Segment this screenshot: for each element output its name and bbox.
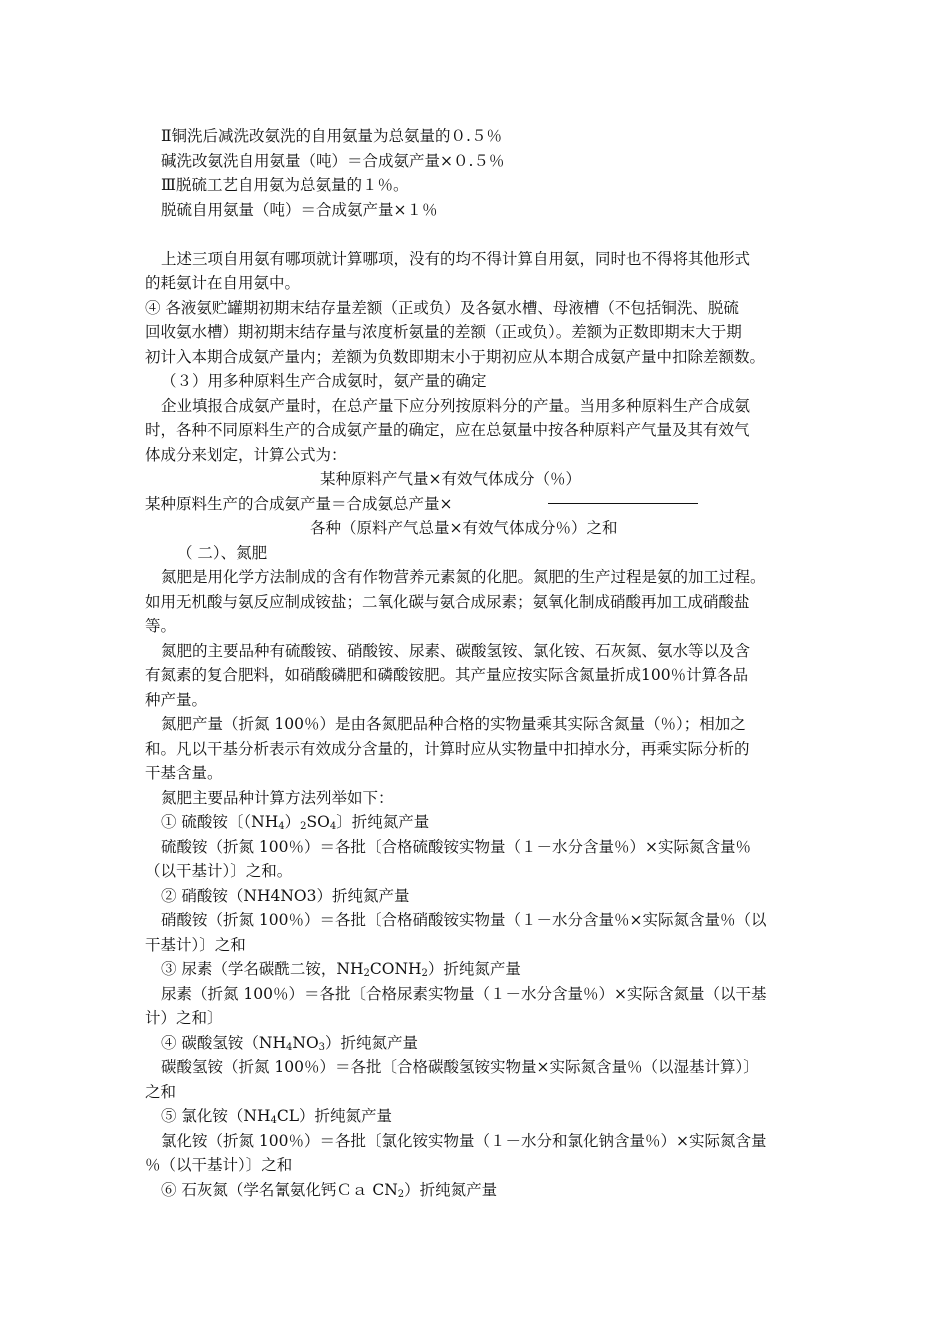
subscript: 2 [421, 968, 428, 979]
item-text: ① 硫酸铵〔（NH [161, 813, 279, 831]
text-line: 氮肥主要品种计算方法列举如下： [161, 788, 394, 807]
formula-lhs: 某种原料生产的合成氨产量＝合成氨总产量× [145, 494, 453, 513]
subscript: 4 [286, 1041, 293, 1053]
list-item [145, 810, 810, 835]
text-line: 碳酸氢铵（折氮 100％）＝各批〔合格碳酸氢铵实物量×实际氮含量％（以湿基计算）〕 [161, 1058, 759, 1076]
text-line: 如用无机酸与氨反应制成铵盐；二氧化碳与氨合成尿素；氨氧化制成硝酸再加工成硝酸盐 [145, 592, 750, 611]
text-line: ％（以干基计）〕之和 [145, 1156, 293, 1174]
text-line: 的耗氨计在自用氨中。 [145, 274, 301, 292]
text-line: 之和 [145, 1082, 177, 1101]
text-line: 等。 [145, 617, 177, 635]
text-line: 体成分来划定，计算公式为： [145, 445, 347, 464]
text-line: 氮肥产量（折氮 100％）是由各氮肥品种合格的实物量乘其实际含氮量（％）；相加之 [161, 715, 746, 733]
item-text: CL）折纯氮产量 [276, 1107, 393, 1125]
item-text: SO [306, 813, 330, 831]
paragraph-gap [145, 222, 810, 247]
subscript: 2 [363, 968, 370, 979]
text-line: 氮肥是用化学方法制成的含有作物营养元素氮的化肥。氮肥的生产过程是氨的加工过程。 [161, 568, 766, 586]
formula-denominator: 各种（原料产气总量×有效气体成分％）之和 [310, 519, 618, 537]
subscript: 2 [397, 1188, 405, 1200]
text-line: 初计入本期合成氨产量内；差额为负数即期末小于期初应从本期合成氨产量中扣除差额数。 [145, 347, 766, 366]
item-text: ⑥ 石灰氮（学名氰氨化钙Ｃａ CN [161, 1180, 398, 1199]
section-heading: （３）用多种原料生产合成氨时，氨产量的确定 [161, 372, 487, 390]
item-text: ④ 碳酸氢铵（NH [161, 1033, 287, 1052]
text-line: ④ 各液氨贮罐期初期末结存量差额（正或负）及各氨水槽、母液槽（不包括铜洗、脱硫 [145, 298, 739, 317]
list-item [145, 1104, 810, 1129]
list-item: ② 硝酸铵（NH4NO3）折纯氮产量 [161, 886, 410, 905]
text-line: Ⅲ脱硫工艺自用氨为总氨量的１％。 [161, 176, 409, 194]
text-line: 脱硫自用氨量（吨）＝合成氨产量×１％ [161, 200, 438, 219]
item-text: ） [284, 813, 301, 831]
text-line: 碱洗改氨洗自用氨量（吨）＝合成氨产量×０.５％ [161, 151, 505, 170]
text-line: 氮肥的主要品种有硫酸铵、硝酸铵、尿素、碳酸氢铵、氯化铵、石灰氮、氨水等以及含 [161, 641, 751, 660]
fraction-formula [145, 467, 810, 541]
item-text: ）折纯氮产量 [325, 1033, 419, 1052]
text-line: 回收氨水槽）期初期末结存量与浓度析氨量的差额（正或负）。差额为正数即期末大于期 [145, 323, 742, 341]
text-line: 硫酸铵（折氮 100％）＝各批〔合格硫酸铵实物量（１－水分含量％）×实际氮含量％ [161, 837, 752, 856]
subscript: 3 [318, 1041, 326, 1053]
subscript: 4 [278, 821, 285, 832]
fraction-bar [548, 503, 698, 504]
item-text: ）折纯氮产量 [427, 960, 521, 978]
list-item [145, 1178, 810, 1203]
subscript: 4 [329, 821, 337, 832]
text-line: 种产量。 [145, 690, 208, 709]
text-line: 上述三项自用氨有哪项就计算哪项，没有的均不得计算自用氨，同时也不得将其他形式 [161, 249, 751, 268]
subscript: 2 [300, 821, 307, 832]
text-line: 氯化铵（折氮 100％）＝各批〔氯化铵实物量（１－水分和氯化钠含量％）×实际氮含量 [161, 1131, 767, 1150]
text-line: 有氮素的复合肥料，如硝酸磷肥和磷酸铵肥。其产量应按实际含氮量折成100％计算各品 [145, 666, 749, 684]
item-text: ）折纯氮产量 [404, 1180, 498, 1199]
text-line: 干基计）〕之和 [145, 935, 246, 954]
text-line: 时，各种不同原料生产的合成氨产量的确定，应在总氨量中按各种原料产气量及其有效气 [145, 421, 750, 439]
text-line: 尿素（折氮 100％）＝各批〔合格尿素实物量（１－水分含量％）×实际含氮量（以干基 [161, 984, 767, 1003]
document-body [145, 124, 810, 1202]
item-text: ⑤ 氯化铵（NH [161, 1107, 271, 1125]
text-line: 计）之和〕 [145, 1009, 223, 1027]
text-line: 和。凡以干基分析表示有效成分含量的，计算时应从实物量中扣掉水分，再乘实际分析的 [145, 739, 750, 758]
list-item [145, 1031, 810, 1056]
text-line: Ⅱ铜洗后减洗改氨洗的自用氨量为总氨量的０.５％ [161, 127, 502, 145]
text-line: 硝酸铵（折氮 100％）＝各批〔合格硝酸铵实物量（１－水分含量％×实际氮含量％（以 [161, 911, 767, 929]
item-text: ③ 尿素（学名碳酰二铵，NH [161, 960, 364, 978]
list-item [145, 957, 810, 982]
subscript: 4 [270, 1115, 277, 1126]
text-line: 干基含量。 [145, 764, 223, 782]
formula-numerator: 某种原料产气量×有效气体成分（％） [320, 470, 581, 488]
text-line: （以干基计）〕之和。 [145, 862, 293, 880]
item-text: NO [292, 1033, 319, 1052]
item-text: CONH [369, 960, 422, 978]
item-text: 〕折纯氮产量 [336, 813, 430, 831]
text-line: 企业填报合成氨产量时，在总产量下应分列按原料分的产量。当用多种原料生产合成氨 [161, 396, 751, 415]
section-heading: （ 二）、氮肥 [177, 543, 268, 562]
